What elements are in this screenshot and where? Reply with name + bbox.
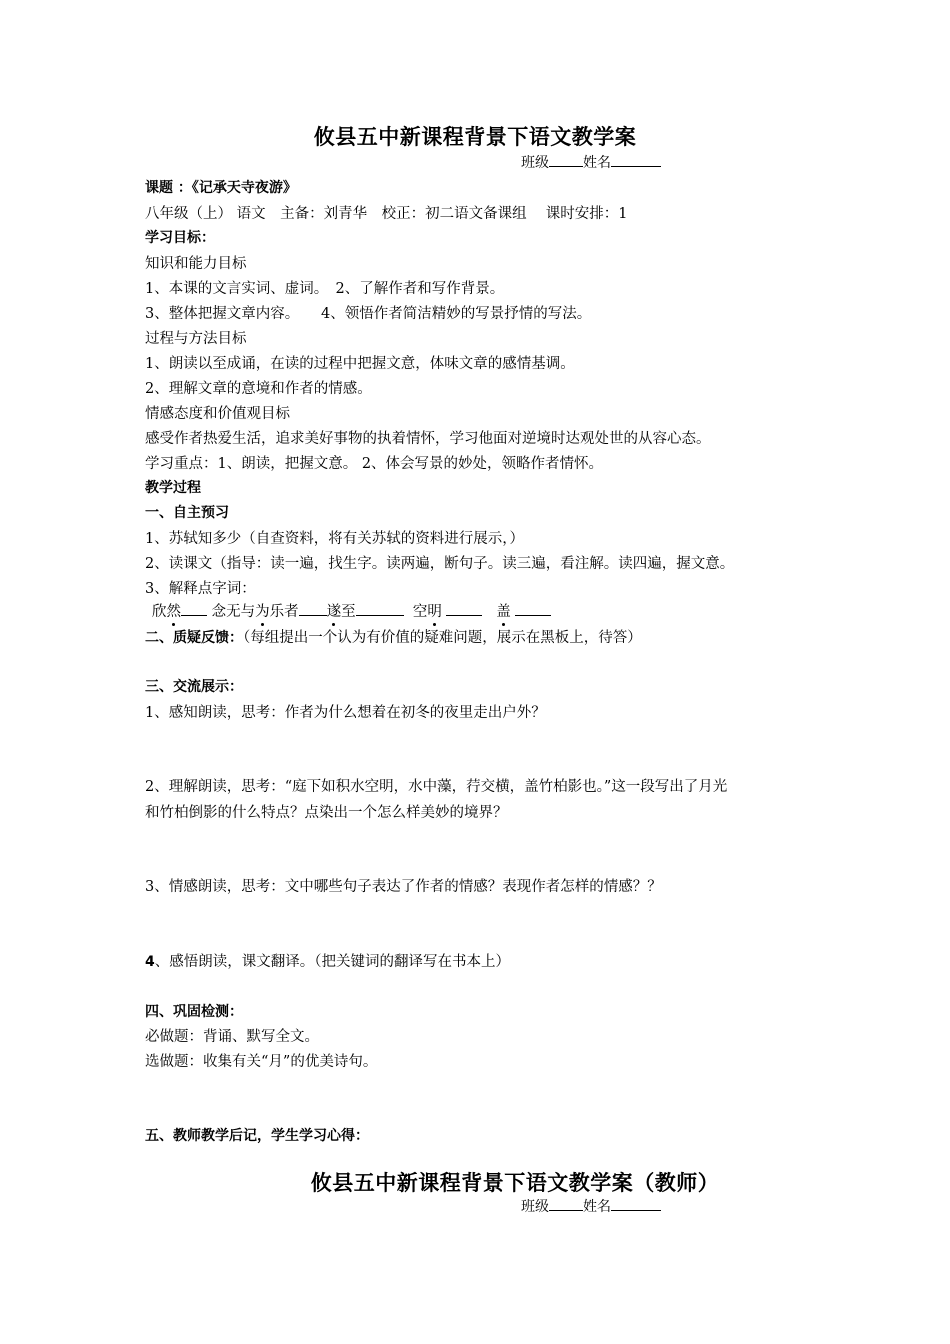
optional-exercise: 选做题：收集有关“月”的优美诗句。: [145, 1054, 378, 1070]
section-3-item-4-number: 4: [145, 954, 155, 970]
required-exercise: 必做题：背诵、默写全文。: [145, 1029, 319, 1045]
section-4-heading: 四、巩固检测：: [145, 1004, 243, 1020]
word-2: 念无与为乐者: [211, 604, 299, 620]
section-2: [145, 626, 642, 647]
teacher-name-blank: [611, 1198, 661, 1211]
process-goal-2: 2、理解文章的意境和作者的情感。: [145, 381, 372, 397]
lesson-meta: 八年级（上） 语文 主备：刘青华 校正：初二语文备课组 课时安排：1: [145, 206, 628, 222]
emotion-heading: 情感态度和价值观目标: [145, 406, 290, 422]
section-1-item-1: 1、苏轼知多少（自查资料，将有关苏轼的资料进行展示，）: [145, 531, 524, 547]
section-3-item-4: [145, 950, 510, 971]
process-heading: 过程与方法目标: [145, 331, 247, 347]
goals-heading: 学习目标：: [145, 230, 215, 246]
section-1-item-2: 2、读课文（指导：读一遍，找生字。读两遍，断句子。读三遍，看注解。读四遍，握文意。: [145, 556, 735, 572]
class-blank: [549, 154, 583, 167]
word-3-blank: [356, 603, 404, 616]
teacher-class-blank: [549, 1198, 583, 1211]
key-points: 学习重点：1、朗读，把握文意。 2、体会写景的妙处，领略作者情怀。: [145, 456, 604, 472]
page-title: 攸县五中新课程背景下语文教学案: [313, 125, 637, 149]
knowledge-heading: 知识和能力目标: [145, 256, 247, 272]
word-blanks-line: [152, 600, 551, 621]
section-3-heading: 三、交流展示：: [145, 679, 243, 695]
topic-title: 《记承天寺夜游》: [191, 180, 297, 196]
section-2-text: （每组提出一个认为有价值的疑难问题，展示在黑板上，待答）: [243, 630, 642, 646]
section-3-item-2b: 和竹柏倒影的什么特点？点染出一个怎么样美妙的境界？: [145, 805, 508, 821]
section-3-item-1: 1、感知朗读，思考：作者为什么想着在初冬的夜里走出户外？: [145, 705, 546, 721]
word-1-blank: [181, 603, 207, 616]
word-5-blank: [515, 603, 551, 616]
emotion-goal: 感受作者热爱生活，追求美好事物的执着情怀，学习他面对逆境时达观处世的从容心态。: [145, 431, 711, 447]
word-5: 盖: [496, 604, 511, 620]
teaching-process-heading: 教学过程: [145, 480, 201, 496]
name-blank: [611, 154, 661, 167]
teacher-name-label: 姓名: [583, 1199, 611, 1215]
section-3-item-2a: 2、理解朗读，思考：“庭下如积水空明，水中藻，荇交横，盖竹柏影也。”这一段写出了月光: [145, 779, 728, 795]
word-3: 遂至: [326, 604, 356, 620]
teacher-class-name-line: [521, 1196, 661, 1216]
word-2-blank: [299, 603, 327, 616]
word-4-blank: [446, 603, 482, 616]
teacher-page-title: 攸县五中新课程背景下语文教学案（教师）: [310, 1171, 720, 1195]
section-3-item-4-text: 、感悟朗读，课文翻译。（把关键词的翻译写在书本上）: [154, 954, 510, 970]
class-label: 班级: [521, 155, 549, 171]
section-1-item-3: 3、解释点字词：: [145, 581, 256, 597]
section-3-item-3: 3、情感朗读，思考：文中哪些句子表达了作者的情感？表现作者怎样的情感？？: [145, 879, 662, 895]
knowledge-goal-1: 1、本课的文言实词、虚词。 2、了解作者和写作背景。: [145, 281, 505, 297]
class-name-line: [521, 152, 661, 172]
section-5-heading: 五、教师教学后记，学生学习心得：: [145, 1128, 369, 1144]
section-2-heading: 二、质疑反馈：: [145, 630, 243, 646]
teacher-class-label: 班级: [521, 1199, 549, 1215]
process-goal-1: 1、朗读以至成诵，在读的过程中把握文意，体味文章的感情基调。: [145, 356, 575, 372]
word-1: 欣然: [152, 604, 181, 620]
word-4: 空明: [412, 604, 442, 620]
knowledge-goal-2: 3、整体把握文章内容。 4、领悟作者简洁精妙的写景抒情的写法。: [145, 306, 592, 322]
topic-label: 课题 ：: [145, 180, 192, 196]
section-1-heading: 一、自主预习: [145, 505, 229, 521]
name-label: 姓名: [583, 155, 611, 171]
lesson-topic: [145, 177, 297, 197]
